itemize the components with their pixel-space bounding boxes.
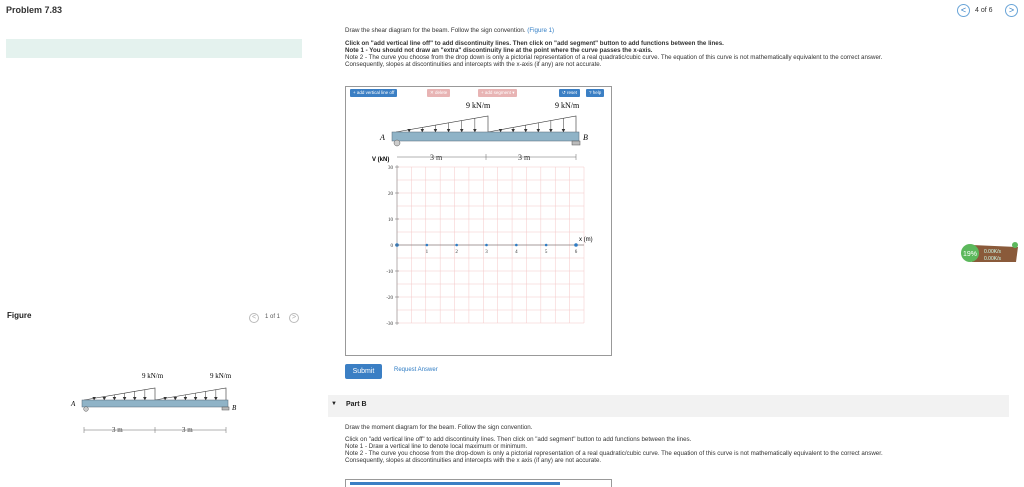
figure-counter: 1 of 1 <box>265 314 281 320</box>
figure-link[interactable]: (Figure 1) <box>527 27 555 34</box>
page-title: Problem 7.83 <box>6 5 63 15</box>
collapse-arrow-icon[interactable]: ▼ <box>331 401 337 407</box>
y-tick-label: -30 <box>386 322 393 327</box>
part-a-consequently: Consequently, slopes at discontinuities and intercepts with the x-axis (if any) are not accurate. <box>345 61 602 68</box>
figure-load-right-label: 9 kN/m <box>210 372 232 380</box>
load-arrow-head <box>524 129 527 132</box>
y-tick-label: 0 <box>390 244 393 249</box>
load-arrow-head <box>447 129 450 132</box>
figure-point-a: A <box>71 400 76 408</box>
moment-diagram-widget[interactable] <box>345 479 612 487</box>
part-b-click-note: Click on "add vertical line off" to add discontinuity lines. Then click on "add segment" button to add functions between the lines. <box>345 436 692 443</box>
chevron-down-icon: ▾ <box>512 90 515 95</box>
load-arrow-head <box>562 129 565 132</box>
figure-span-2: 3 m <box>182 426 193 434</box>
figure-beam-diagram <box>64 368 254 440</box>
load-arrow-head <box>204 397 207 400</box>
submit-button[interactable]: Submit <box>345 364 382 379</box>
part-b-note-1: Note 1 - Draw a vertical line to denote local maximum or minimum. <box>345 443 528 450</box>
delete-button[interactable]: ✕ delete <box>427 89 450 97</box>
part-a-note-2: Note 2 - The curve you choose from the drop down is only a pictorial representation of a real quadratic/cubic curve. The equation of this curve is not mathematically equivalent to the correct answer. <box>345 54 883 61</box>
x-tick-label: 6 <box>574 250 578 255</box>
help-button[interactable]: ? help <box>586 89 604 97</box>
part-b-header[interactable] <box>328 395 1009 417</box>
figure-pin-support-a <box>84 407 89 412</box>
load-arrow-head <box>549 129 552 132</box>
shear-diagram-widget[interactable] <box>345 86 612 356</box>
download-speed: 0.00K/s <box>984 256 1001 262</box>
load-arrow-head <box>408 129 411 132</box>
figure-span-1: 3 m <box>112 426 123 434</box>
y-tick-label: -10 <box>386 270 393 275</box>
widget-load-arrows <box>408 118 565 132</box>
load-arrow-head <box>460 129 463 132</box>
network-speed-badge[interactable] <box>958 241 1020 266</box>
load-arrow-head <box>194 397 197 400</box>
load-arrow-head <box>103 397 106 400</box>
figure-point-b: B <box>232 404 237 412</box>
widget-point-a: A <box>380 133 385 142</box>
x-tick-label: 2 <box>455 250 458 255</box>
shear-graph[interactable] <box>346 87 611 355</box>
load-arrow-head <box>473 129 476 132</box>
figure-load-left-label: 9 kN/m <box>142 372 164 380</box>
part-a-instruction: Draw the shear diagram for the beam. Follow the sign convention. (Figure 1) <box>345 27 555 34</box>
load-arrow-head <box>434 129 437 132</box>
y-tick-label: 30 <box>388 166 393 171</box>
y-tick-label: 20 <box>388 192 393 197</box>
plus-icon: + <box>481 90 484 95</box>
figure-prev-button[interactable]: < <box>249 313 259 323</box>
part-b-note-2: Note 2 - The curve you choose from the drop-down is only a pictorial representation of a real quadratic/cubic curve. The equation of this curve is not mathematically equivalent to the correct answer. <box>345 450 883 457</box>
reset-button[interactable]: ↺ reset <box>559 89 580 97</box>
request-answer-link[interactable]: Request Answer <box>394 367 438 373</box>
widget-pin-support-a <box>394 140 400 146</box>
x-axis-point <box>426 244 429 247</box>
load-arrow-head <box>123 397 126 400</box>
left-panel-highlight <box>6 39 302 58</box>
x-tick-label: 1 <box>425 250 429 255</box>
load-arrow-head <box>499 129 502 132</box>
x-axis-point <box>515 244 518 247</box>
load-arrow-head <box>512 129 515 132</box>
part-a-click-note: Click on "add vertical line off" to add discontinuity lines. Then click on "add segment" button to add functions between the lines. <box>345 40 724 47</box>
part-b-instruction: Draw the moment diagram for the beam. Follow the sign convention. <box>345 424 533 431</box>
figure-beam <box>82 400 228 407</box>
figure-heading: Figure <box>7 311 32 320</box>
x-tick-label: 3 <box>485 250 488 255</box>
help-icon: ? <box>589 90 592 95</box>
load-arrow-head <box>184 397 187 400</box>
x-axis-point <box>485 244 488 247</box>
load-arrow-head <box>214 397 217 400</box>
load-arrow-head <box>113 397 116 400</box>
load-arrow-head <box>421 129 424 132</box>
widget-roller-support-b <box>572 141 580 145</box>
load-arrow-head <box>143 397 146 400</box>
x-axis-point <box>545 244 548 247</box>
widget-load-left-label: 9 kN/m <box>466 101 491 110</box>
reset-icon: ↺ <box>562 90 566 95</box>
add-vertical-line-button[interactable]: + add vertical line off <box>350 89 397 97</box>
figure-next-button[interactable]: > <box>289 313 299 323</box>
prev-problem-button[interactable]: < <box>957 4 970 17</box>
load-arrow-head <box>133 397 136 400</box>
load-arrow-head <box>537 129 540 132</box>
page-indicator: 4 of 6 <box>975 7 993 14</box>
part-b-label: Part B <box>346 401 367 408</box>
y-axis-label: V (kN) <box>372 157 390 163</box>
upload-speed: 0.00K/s <box>984 249 1001 255</box>
widget-span-1: 3 m <box>430 153 443 162</box>
part-b-consequently: Consequently, slopes at discontinuities and intercepts with the x axis (if any) are not accurate. <box>345 457 602 464</box>
x-axis-label: x (m) <box>579 237 593 243</box>
y-tick-label: 10 <box>388 218 393 223</box>
widget-span-2: 3 m <box>518 153 531 162</box>
svg-text:19%: 19% <box>962 251 978 258</box>
x-tick-label: 4 <box>515 250 518 255</box>
close-icon: ✕ <box>430 90 434 95</box>
next-problem-button[interactable]: > <box>1005 4 1018 17</box>
add-segment-button[interactable]: + add segment ▾ <box>478 89 517 97</box>
load-arrow-head <box>174 397 177 400</box>
figure-roller-support-b <box>222 407 229 410</box>
widget-beam <box>392 132 579 141</box>
y-tick-label: -20 <box>386 296 393 301</box>
x-tick-label: 5 <box>544 250 548 255</box>
status-dot <box>1012 242 1018 248</box>
x-axis-point <box>455 244 458 247</box>
widget-point-b: B <box>583 133 588 142</box>
part-a-note-1: Note 1 - You should not draw an "extra" discontinuity line at the point where the curve passes the x-axis. <box>345 47 653 54</box>
x-axis-point <box>575 244 578 247</box>
plus-icon: + <box>353 90 356 95</box>
widget-load-right-label: 9 kN/m <box>555 101 580 110</box>
